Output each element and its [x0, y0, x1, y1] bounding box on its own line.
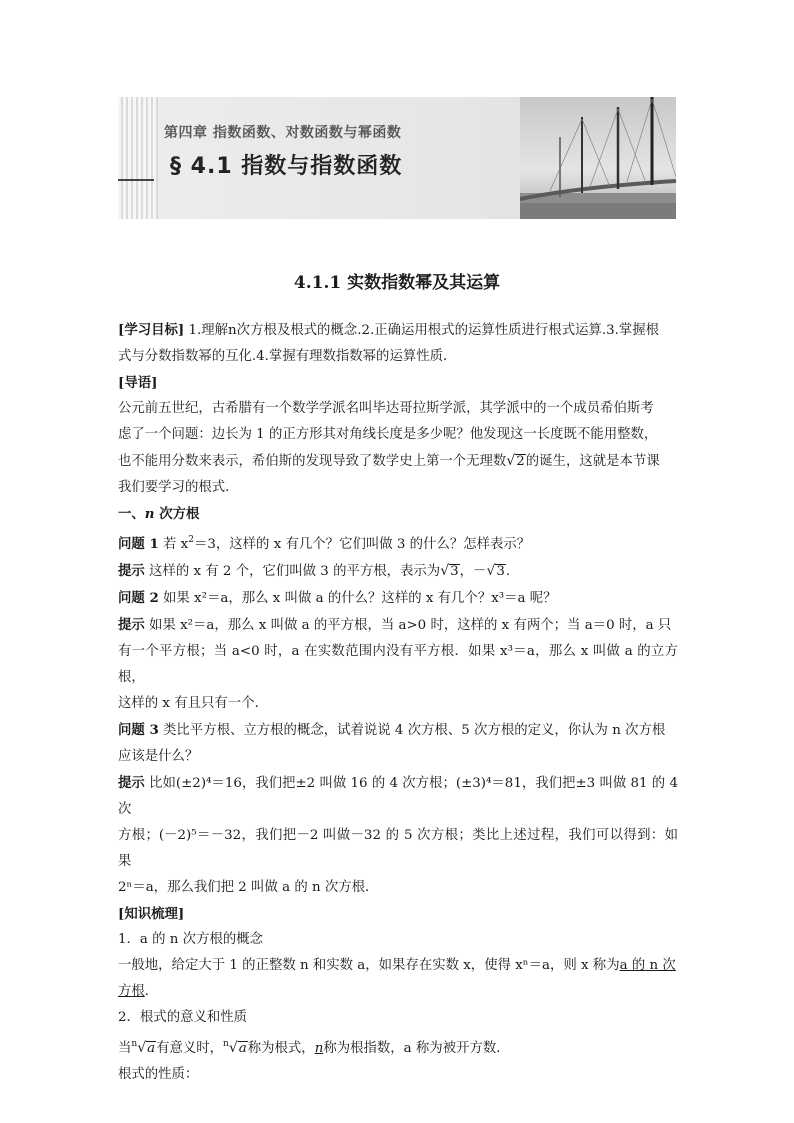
objectives-line-2: 式与分数指数幂的互化.4.掌握有理数指数幂的运算性质．	[118, 349, 457, 364]
bridge-photo	[520, 97, 676, 219]
intro-label: [导语]	[118, 375, 158, 391]
section-title: § 4.1 指数与指数函数	[170, 154, 403, 179]
intro-line-3a: 也不能用分数来表示，希伯斯的发现导致了数学史上第一个无理数	[118, 454, 507, 469]
k2-props: 根式的性质：	[118, 1067, 199, 1082]
banner-stripes	[118, 97, 158, 219]
sqrt-2: √2	[506, 453, 525, 469]
part1-heading: 一、n 次方根	[118, 506, 200, 522]
intro-line-1: 公元前五世纪，古希腊有一个数学学派名叫毕达哥拉斯学派，其学派中的一个成员希伯斯考	[118, 401, 654, 416]
k2-line: 当$^n$√a有意义时，$^n$√a称为根式，n称为根指数，a 称为被开方数．	[118, 1039, 510, 1056]
k1-line-1: 一般地，给定大于 1 的正整数 n 和实数 a，如果存在实数 x，使得 xⁿ＝a，则 x 称为a 的 n 次	[118, 958, 676, 973]
question-1: 问题 1 若 $x^2=3$，这样的 x 有几个？它们叫做 3 的什么？怎样表示？	[118, 535, 531, 552]
k1-line-2: 方根．	[118, 984, 159, 999]
chapter-title: 第四章 指数函数、对数函数与幂函数	[164, 125, 402, 141]
lesson-content	[118, 317, 678, 1088]
k2-title: 2．根式的意义和性质	[118, 1010, 248, 1025]
intro-line-2: 虑了一个问题：边长为 1 的正方形其对角线长度是多少呢？他发现这一长度既不能用整数，	[118, 427, 658, 442]
hint-3-line-2: 方根；(－2)⁵＝－32，我们把－2 叫做－32 的 5 次方根；类比上述过程，我们可以得到：如果	[118, 828, 678, 869]
hint-2-line-3: 这样的 x 有且只有一个．	[118, 696, 268, 711]
question-3-line-2: 应该是什么？	[118, 749, 199, 764]
hint-2-line-1: 提示 如果 x²＝a，那么 x 叫做 a 的平方根，当 a>0 时，这样的 x 有两个；当 a＝0 时，a 只	[118, 617, 672, 633]
chapter-banner	[118, 97, 676, 219]
knowledge-label: [知识梳理]	[118, 906, 185, 922]
objectives-line-1: 1.理解n次方根及根式的概念.2.正确运用根式的运算性质进行根式运算.3.掌握根	[188, 323, 660, 338]
question-2: 问题 2 如果 x²＝a，那么 x 叫做 a 的什么？这样的 x 有几个？x³＝a 呢？	[118, 590, 557, 606]
objectives-label: [学习目标]	[118, 322, 185, 338]
hint-1: 提示 这样的 x 有 2 个，它们叫做 3 的平方根，表示为√3，－√3.	[118, 563, 511, 579]
k1-title: 1．a 的 n 次方根的概念	[118, 932, 264, 947]
banner-rule	[118, 179, 154, 181]
intro-line-3b: 的诞生，这就是本节课	[525, 454, 660, 469]
hint-2-line-2: 有一个平方根；当 a<0 时，a 在实数范围内没有平方根．如果 x³＝a，那么 x 叫做 a 的立方根，	[118, 644, 678, 685]
lesson-subtitle: 4.1.1 实数指数幂及其运算	[293, 273, 501, 293]
question-3-line-1: 问题 3 类比平方根、立方根的概念，试着说说 4 次方根、5 次方根的定义，你认为 n 次方根	[118, 722, 666, 738]
intro-line-4: 我们要学习的根式．	[118, 480, 239, 495]
hint-3-line-1: 提示 比如(±2)⁴＝16，我们把±2 叫做 16 的 4 次方根；(±3)⁴＝81，我们把±3 叫做 81 的 4 次	[118, 775, 678, 817]
hint-3-line-3: 2ⁿ＝a，那么我们把 2 叫做 a 的 n 次方根．	[118, 880, 379, 895]
